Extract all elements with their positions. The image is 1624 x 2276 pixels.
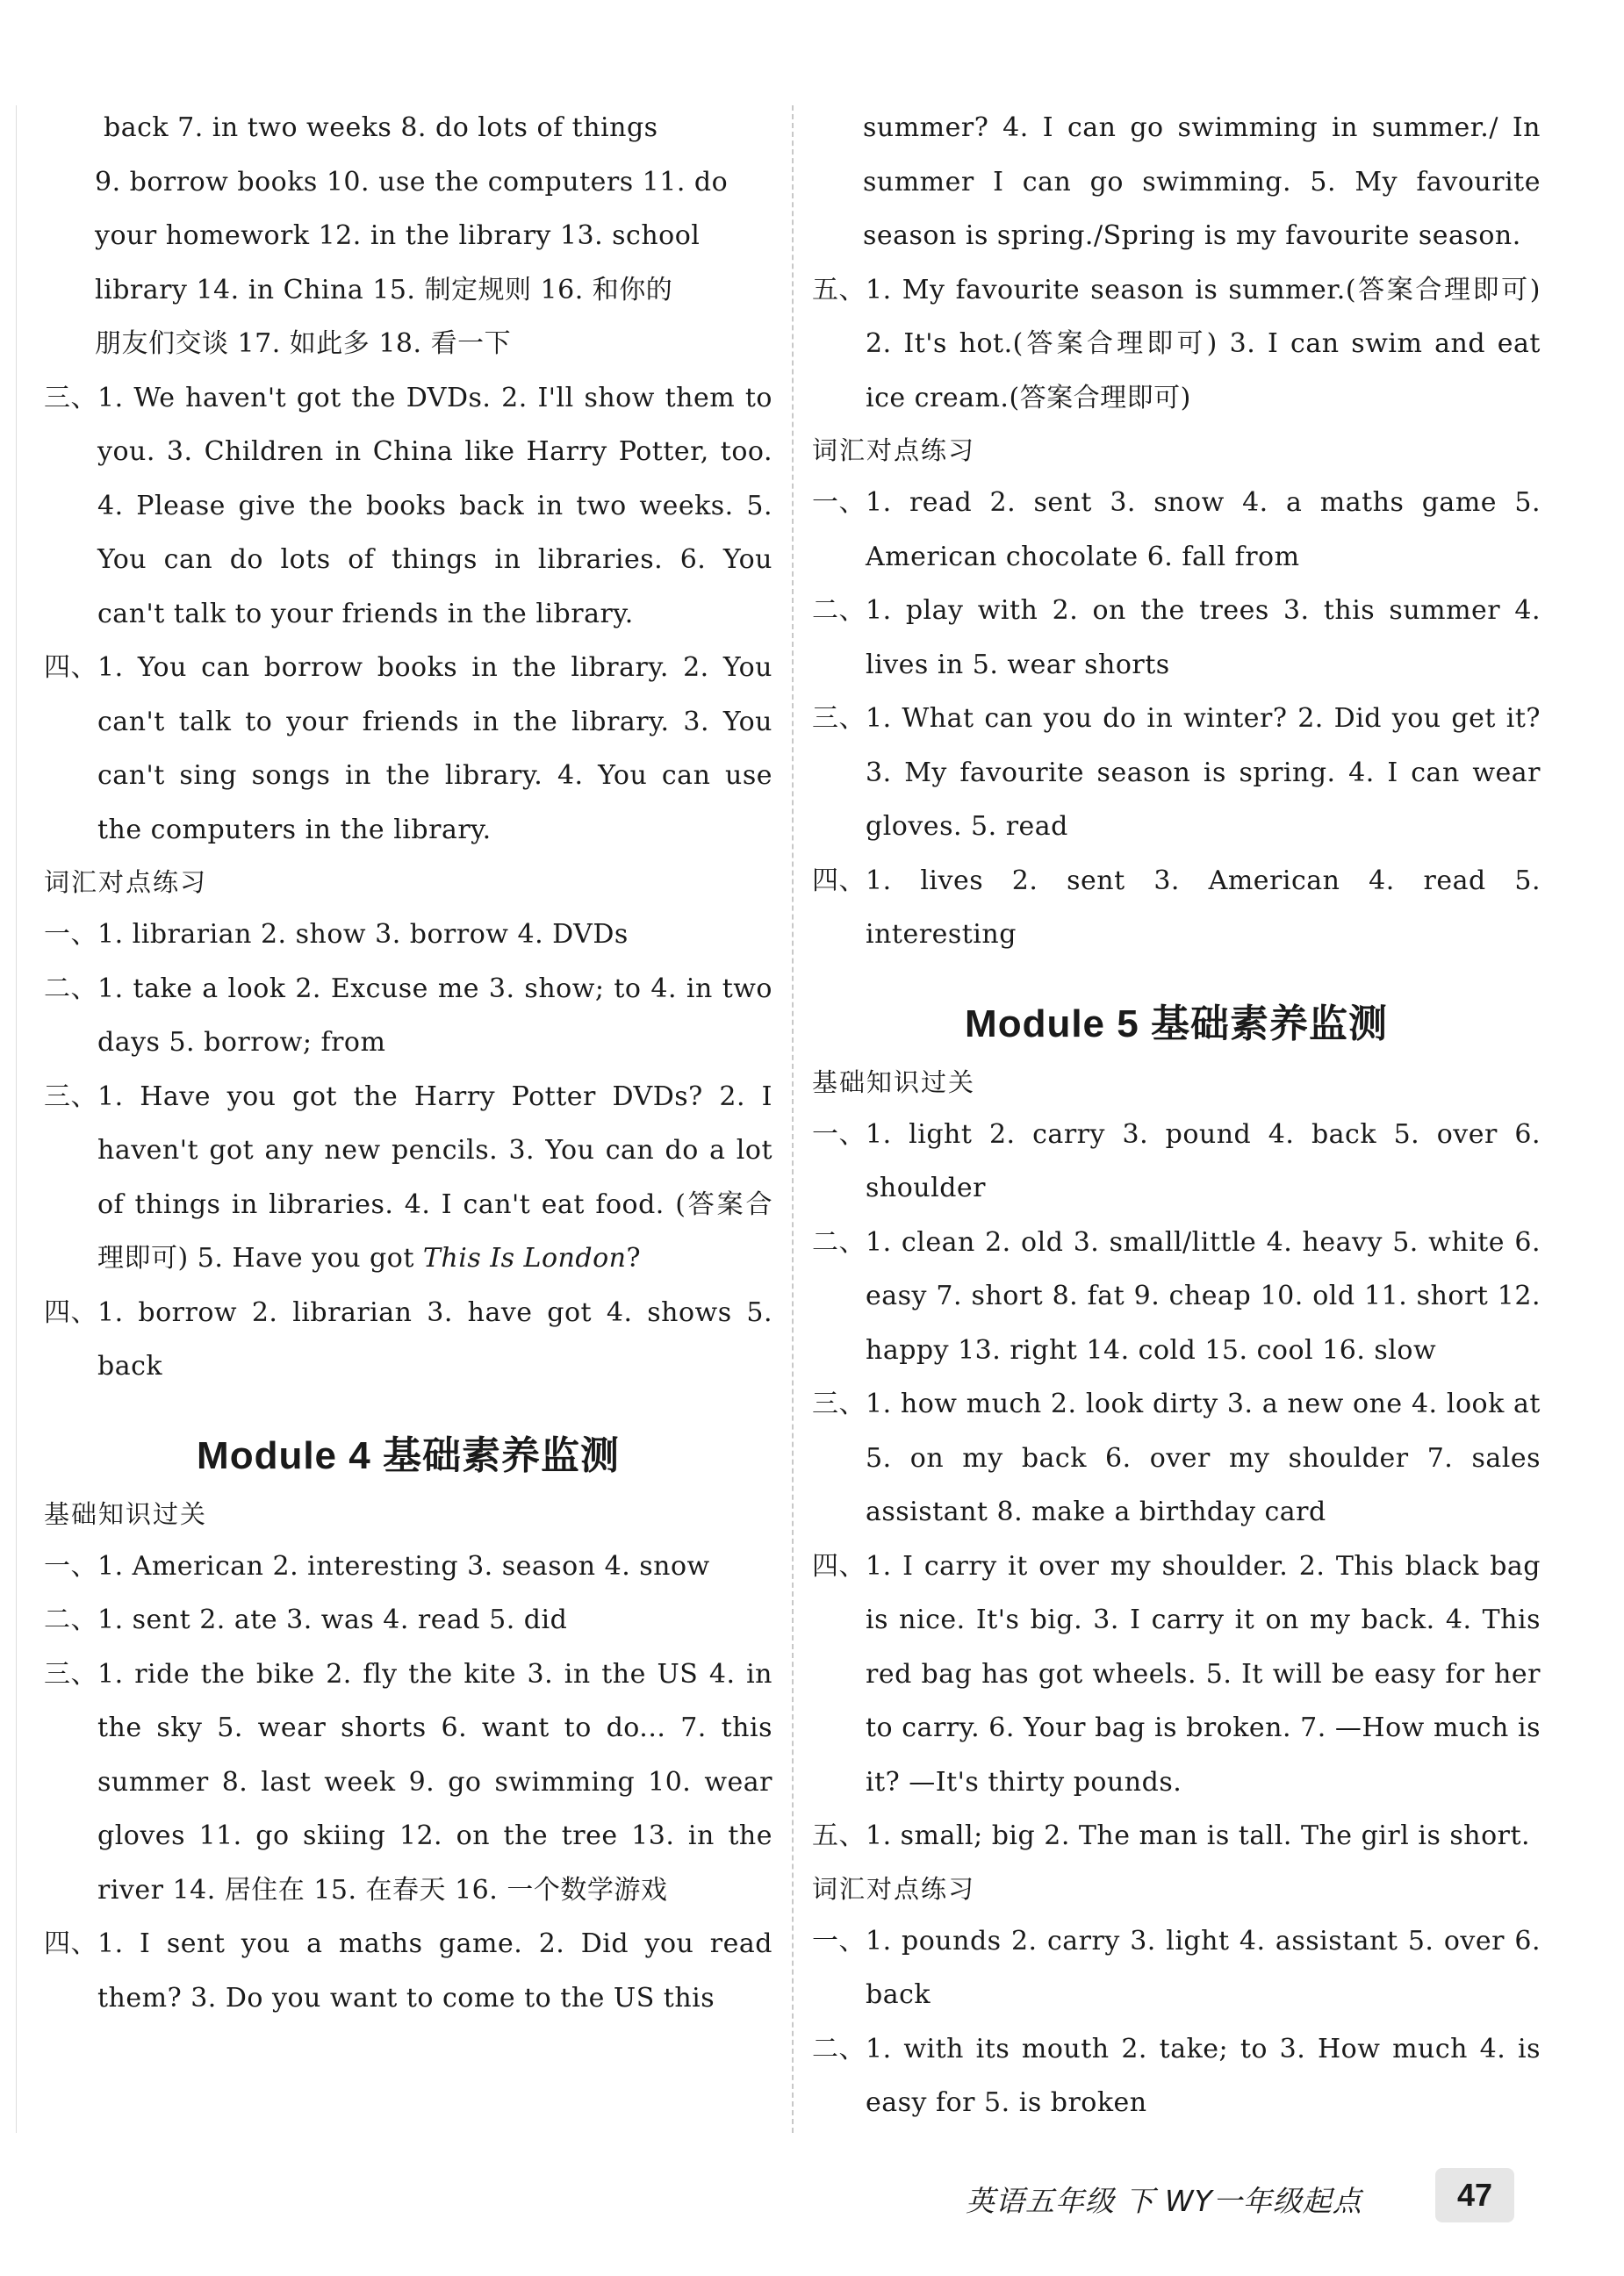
right-column	[812, 101, 1541, 2130]
answer-continuation	[44, 101, 772, 371]
item-marker: 三、	[44, 1081, 97, 1112]
answer-item	[812, 1108, 1541, 1216]
answer-item	[44, 962, 772, 1070]
book-title: This Is London	[422, 1243, 627, 1274]
item-marker: 二、	[44, 1605, 97, 1635]
item-marker: 四、	[44, 1928, 97, 1959]
answer-item	[812, 692, 1541, 854]
item-text: 1. play with 2. on the trees 3. this summer 4. lives in 5. wear shorts	[866, 595, 1541, 680]
item-text-main: 1. Have you got the Harry Potter DVDs? 2. I haven't got any new pencils. 3. You can do a lot of things in libraries. 4. I can't eat food. (答案合理即可) 5. Have you got	[97, 1081, 772, 1274]
section-heading: 基础知识过关	[812, 1066, 976, 1097]
answer-item	[44, 1540, 772, 1594]
answer-item	[812, 1914, 1541, 2022]
item-marker: 二、	[812, 595, 866, 626]
item-text: 1. with its mouth 2. take; to 3. How much 4. is easy for 5. is broken	[866, 2033, 1541, 2118]
module-title: Module 4 基础素养监测	[197, 1433, 620, 1477]
item-marker: 三、	[44, 1658, 97, 1690]
answer-item	[812, 584, 1541, 692]
item-text: 1. I carry it over my shoulder. 2. This black bag is nice. It's big. 3. I carry it on my back. 4. This red bag has got wheels. 5. It will be easy for her to carry. 6. Your bag is broken. 7. —How much is it? —It's thirty pounds.	[866, 1550, 1541, 1798]
answer-item	[44, 1593, 772, 1648]
item-marker: 三、	[812, 703, 866, 734]
item-text: 1. small; big 2. The man is tall. The girl is short.	[866, 1820, 1531, 1851]
module-title: Module 5 基础素养监测	[965, 1002, 1388, 1045]
item-text-end: ?	[626, 1243, 642, 1274]
item-marker: 四、	[44, 652, 97, 683]
item-text: 1. What can you do in winter? 2. Did you get it? 3. My favourite season is spring. 4. I can wear gloves. 5. read	[866, 703, 1541, 842]
item-marker: 四、	[812, 865, 866, 896]
item-marker: 一、	[44, 919, 97, 950]
answer-item	[44, 1286, 772, 1394]
item-text: 1. sent 2. ate 3. was 4. read 5. did	[97, 1605, 568, 1635]
answer-item	[812, 854, 1541, 962]
item-text: 1. I sent you a maths game. 2. Did you read them? 3. Do you want to come to the US this	[97, 1928, 772, 2014]
footer-text: 英语五年级 下 WY一年级起点	[966, 2184, 1362, 2218]
item-text: 1. librarian 2. show 3. borrow 4. DVDs	[97, 919, 629, 950]
section-heading: 词汇对点练习	[44, 867, 208, 897]
answer-item	[812, 1809, 1541, 1863]
answer-item	[812, 1540, 1541, 1810]
answer-item	[812, 476, 1541, 584]
item-marker: 三、	[812, 1389, 866, 1419]
answer-item	[812, 1216, 1541, 1378]
answer-continuation: summer? 4. I can go swimming in summer./ In summer I can go swimming. 5. My favourite season is spring./Spring is my favourite season.	[863, 112, 1541, 251]
item-marker: 五、	[812, 274, 866, 305]
item-marker: 三、	[44, 382, 97, 413]
item-text: 1. pounds 2. carry 3. light 4. assistant 5. over 6. back	[866, 1925, 1541, 2010]
item-marker: 一、	[812, 1925, 866, 1956]
answer-line: library 14. in China 15. 制定规则 16. 和你的	[95, 274, 673, 305]
section-heading: 基础知识过关	[44, 1498, 208, 1529]
item-text: 1. light 2. carry 3. pound 4. back 5. over 6. shoulder	[866, 1118, 1541, 1203]
item-text	[97, 1070, 772, 1286]
column-divider	[792, 105, 794, 2133]
answer-line: back 7. in two weeks 8. do lots of things	[104, 112, 658, 143]
answer-line: 9. borrow books 10. use the computers 11. do	[95, 166, 729, 197]
answer-item	[44, 1917, 772, 2025]
answer-line: your homework 12. in the library 13. school	[95, 220, 701, 251]
item-marker: 一、	[812, 1118, 866, 1150]
page-footer	[966, 2168, 1598, 2229]
item-text: 1. how much 2. look dirty 3. a new one 4. look at 5. on my back 6. over my shoulder 7. sales assistant 8. make a birthday card	[866, 1389, 1541, 1527]
answer-item	[44, 908, 772, 962]
item-text: 1. lives 2. sent 3. American 4. read 5. interesting	[866, 865, 1541, 950]
answer-item	[44, 641, 772, 857]
answer-item	[44, 1648, 772, 1918]
item-marker: 一、	[44, 1550, 97, 1582]
item-marker: 四、	[44, 1296, 97, 1328]
item-text: 1. We haven't got the DVDs. 2. I'll show them to you. 3. Children in China like Harry Potter, too. 4. Please give the books back in two weeks. 5. You can do lots of things in libraries. 6. You can't talk to your friends in the library.	[97, 382, 772, 629]
item-marker: 二、	[812, 2033, 866, 2064]
item-text: 1. American 2. interesting 3. season 4. snow	[97, 1550, 710, 1582]
item-text: 1. take a look 2. Excuse me 3. show; to 4. in two days 5. borrow; from	[97, 973, 772, 1058]
item-text: 1. clean 2. old 3. small/little 4. heavy 5. white 6. easy 7. short 8. fat 9. cheap 10. old 11. short 12. happy 13. right 14. cold 15. cool 16. slow	[866, 1226, 1541, 1366]
item-text: 1. ride the bike 2. fly the kite 3. in the US 4. in the sky 5. wear shorts 6. want to do... 7. this summer 8. last week 9. go swimming 10. wear gloves 11. go skiing 12. on the tree 13. in the river 14. 居住在 15. 在春天 16. 一个数学游戏	[97, 1658, 772, 1906]
item-marker: 四、	[812, 1550, 866, 1582]
item-marker: 五、	[812, 1820, 866, 1851]
answer-item	[812, 1377, 1541, 1540]
item-text: 1. My favourite season is summer.(答案合理即可) 2. It's hot.(答案合理即可) 3. I can swim and eat ice cream.(答案合理即可)	[866, 274, 1541, 413]
answer-item	[44, 371, 772, 642]
item-marker: 二、	[44, 973, 97, 1004]
item-text: 1. read 2. sent 3. snow 4. a maths game 5. American chocolate 6. fall from	[866, 487, 1541, 572]
answer-item	[812, 263, 1541, 426]
item-text: 1. borrow 2. librarian 3. have got 4. shows 5. back	[97, 1296, 772, 1382]
section-heading: 词汇对点练习	[812, 435, 976, 465]
item-text: 1. You can borrow books in the library. 2. You can't talk to your friends in the library. 3. You can't sing songs in the library. 4. You can use the computers in the library.	[97, 652, 772, 845]
margin-line	[16, 105, 17, 2133]
item-marker: 一、	[812, 487, 866, 518]
answer-line: 朋友们交谈 17. 如此多 18. 看一下	[95, 328, 512, 359]
left-column	[44, 101, 772, 2025]
item-marker: 二、	[812, 1226, 866, 1258]
page-number: 47	[1435, 2168, 1514, 2222]
answer-item	[812, 2022, 1541, 2130]
section-heading: 词汇对点练习	[812, 1873, 976, 1904]
answer-item	[44, 1070, 772, 1286]
